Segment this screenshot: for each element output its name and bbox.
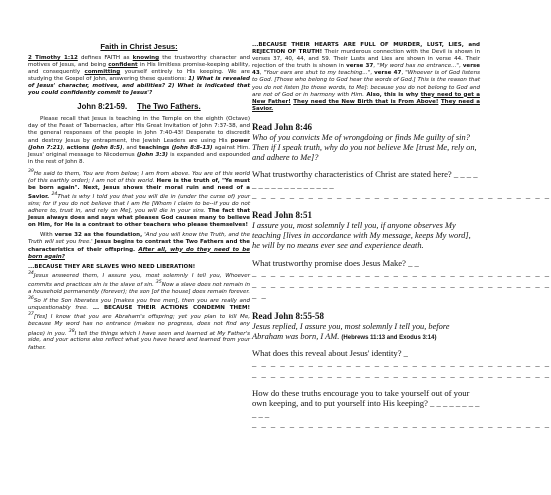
reading-section-2 <box>252 210 551 301</box>
right-column <box>252 42 551 482</box>
page-title-text: Faith in Christ Jesus <box>100 42 176 51</box>
intro-ref: 2 Timothy 1:12 <box>28 54 78 61</box>
question-text[interactable]: What does this reveal about Jesus' identity? _ <box>252 347 408 358</box>
hearts-section: ...BECAUSE THEIR HEARTS ARE FULL OF MURDER, LUST, LIES, and REJECTION OF TRUTH! Their murderous connection with the Devil is shown in verses 37, 40, 44, and 59. Their Lusts and Lies are shown in verse 44. Their rejection of the truth is shown in verse 37, "My word has no entrance...", verse 43, "Your ears are shut to my teaching...", verse 47, "Whoever is of God listens to God. [Those who belong to God hear the words of God.] This is the reason that you do not listen [to those words, to Me]: because you do not belong to God and are not of God or in harmony with Him. Also, this is why they need to get a New Father! They need the New Birth that is From Above! They need a Savior. <box>252 42 481 112</box>
reading-text: Jesus replied, I assure you, most solemnly I tell you, before Abraham was born, I AM. (Hebrews 11:13 and Exodus 3:14) <box>252 321 450 341</box>
answer-line[interactable]: _ _ _ _ _ _ _ _ _ _ _ _ _ _ _ _ _ _ _ _ _ _ _ _ _ _ _ _ _ _ _ _ <box>252 369 551 380</box>
answer-line[interactable]: _ _ _ _ _ _ _ _ _ _ _ _ _ _ _ _ _ _ _ _ _ _ _ _ _ _ _ _ _ _ _ _ <box>252 279 551 290</box>
section-ref: John 8:21-59. <box>77 102 128 112</box>
context-paragraph: Please recall that Jesus is teaching in the Temple on the eighth (Octave) day of the Feast of Tabernacles, after His Great Invitation of John 7:37-38, and the general responses of the people in John 7:40-43! Desperate to discredit and destroy Jesus by entrapment, the Jewish Leaders are using His power (John 7:21), actions (John 8:5), and teachings (John 8:8-13) against Him. Jesus' original message to Nicodemus (John 3:3) is expanded and expounded in the rest of John 8. <box>28 116 251 165</box>
page-title-colon: : <box>175 42 178 51</box>
section-title: The Two Fathers. <box>137 102 201 112</box>
final-question-section <box>252 387 551 431</box>
foundation-paragraph: With verse 32 as the foundation, 'And you will know the Truth, and the Truth will set you free.' Jesus begins to contrast the Two Fathers and the characteristics of their offspring. After all, why do they need to be born again? <box>28 232 250 260</box>
answer-line[interactable]: _ _ _ _ _ _ _ _ _ _ _ _ _ _ _ _ _ _ _ _ _ _ _ _ _ _ _ _ _ _ _ _ <box>252 190 551 201</box>
slaves-heading: ...BECAUSE THEY ARE SLAVES WHO NEED LIBERATION! <box>28 263 196 270</box>
final-question-text[interactable]: How do these truths encourage you to take yourself out of your own keeping, and to put yourself into His keeping? _ _ _ _ _ _ _ _ _ _ _ <box>252 387 480 419</box>
reading-section-1 <box>252 121 551 201</box>
reading-heading: Read John 8:55-58 <box>252 310 325 321</box>
reading-text: I assure you, most solemnly I tell you, if anyone observes My teaching [lives in accordance with My message, keeps My word], he will by no means ever see and experience death. <box>252 221 471 251</box>
hearts-heading: ...BECAUSE THEIR HEARTS ARE FULL OF MURDER, LUST, LIES, and REJECTION OF TRUTH! <box>252 42 480 56</box>
intro-paragraph: 2 Timothy 1:12 defines FAITH as knowing the trustworthy character and motives of Jesus, and being confident in His limitless promise-keeping ability, and consequently committing yourself entirely to His keeping. We are studying the Gospel of John, answering these questions: 1) What is revealed of Jesus' character, motives, and abilities? 2) What is indicated that you could confidently commit to Jesus'? <box>28 54 251 97</box>
reading-ref: (Hebrews 11:13 and Exodus 3:14) <box>341 334 437 341</box>
page-title <box>28 42 250 52</box>
question-text[interactable]: What trustworthy characteristics of Christ are stated here? _ _ _ _ _ _ _ _ _ _ _ _ _ _ _ _ _ <box>252 169 478 190</box>
reading-text: Who of you convicts Me of wrongdoing or finds Me guilty of sin? Then if I speak truth, why do you not believe Me [trust Me, rely on, and adhere to Me]? <box>252 132 477 163</box>
section-heading <box>28 102 250 112</box>
study-questions: 1) What is revealed of Jesus' character, motives, and abilities? 2) What is indicated that you could confidently commit to Jesus'? <box>28 76 250 97</box>
scripture-block-1: $^{39}$He said to them, You are from below; I am from above. You are of this world (of this earthly order); I am not of this world. Here is the truth of, "Ye must be born again". Next, Jesus shows their moral ruin and need of a Savior. $^{24}$That is why I told you that you will die in (under the curse of) your sins; for if you do not believe that I am He [Whom I claim to be--if you do not adhere to, trust in, and rely on Me], you will die in your sins. The fact that Jesus always does and says what pleases God causes many to believe on Him, for He is a contrast to other teachers who please themselves! <box>28 168 251 229</box>
reading-heading: Read John 8:46 <box>252 121 313 132</box>
answer-line[interactable]: _ _ <box>252 290 268 301</box>
answer-line[interactable]: _ _ _ _ _ _ _ _ _ _ _ _ _ _ _ _ _ _ _ _ _ _ _ _ _ _ _ _ _ _ _ _ <box>252 358 551 369</box>
answer-line[interactable]: _ _ _ _ _ _ _ _ _ _ _ _ _ _ _ _ _ _ _ _ _ _ _ _ _ _ _ _ _ _ _ _ <box>252 268 551 279</box>
left-column <box>28 42 250 482</box>
answer-line[interactable]: _ _ _ _ _ _ _ _ _ _ _ _ _ _ _ _ _ _ _ _ _ _ _ _ _ _ _ _ _ _ _ _ <box>252 419 551 430</box>
reading-section-3 <box>252 310 551 381</box>
reading-heading: Read John 8:51 <box>252 210 313 221</box>
question-text[interactable]: What trustworthy promise does Jesus Make? _ _ <box>252 257 419 268</box>
scripture-block-2: $^{34}$Jesus answered them, I assure you, most solemnly I tell you, Whoever commits and practices sin is the slave of sin. $^{35}$Now a slave does not remain in a household permanently (forever); the son [of the house] does remain forever. $^{36}$So if the Son liberates you [makes you free men], then you are really and unquestionably free. ... BECAUSE THEIR ACTIONS CONDEMN THEM! $^{37}$[Yes] I know that you are Abraham's offspring; yet you plan to kill Me, because My word has no entrance (makes no progress, does not find any place) in you. $^{38}$I tell the things which I have seen and learned at My Father's side, and your actions also reflect what you have heard and learned from your father. <box>28 271 250 351</box>
